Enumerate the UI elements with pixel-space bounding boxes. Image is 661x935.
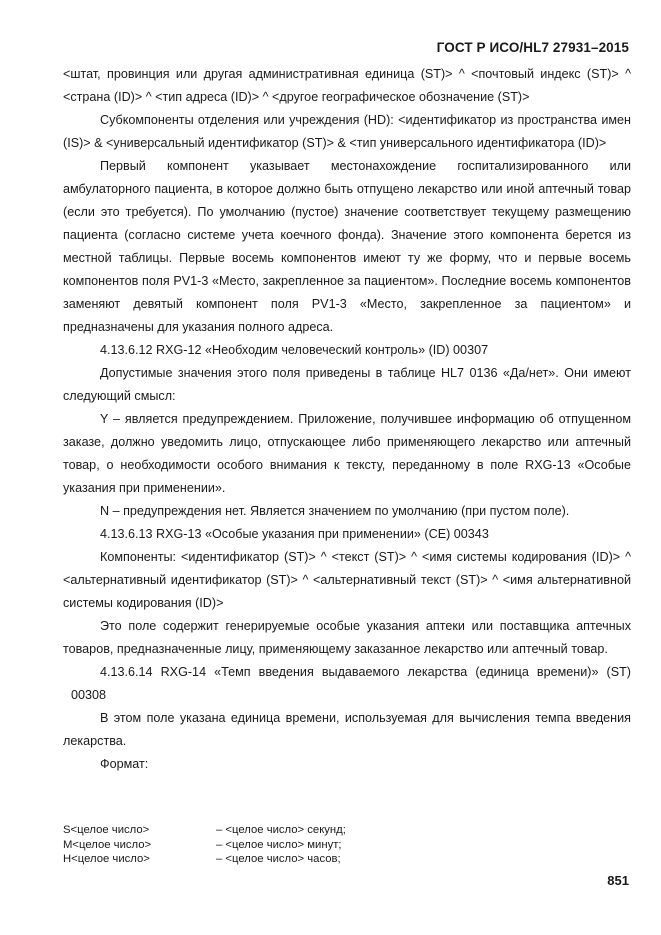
document-header: ГОСТ Р ИСО/HL7 27931–2015 <box>436 40 629 55</box>
format-row <box>63 823 346 838</box>
format-row <box>63 852 346 867</box>
format-meaning: – <целое число> часов; <box>216 853 341 865</box>
paragraph: Субкомпоненты отделения или учреждения (HD): <идентификатор из пространства имен (IS)> & <универсальный идентификатор (ST)> & <тип универсального идентификатора (ID)> <box>63 113 631 150</box>
section-heading: 4.13.6.12 RXG-12 «Необходим человеческий контроль» (ID) 00307 <box>100 343 489 357</box>
section-heading: 4.13.6.13 RXG-13 «Особые указания при применении» (CE) 00343 <box>100 527 489 541</box>
paragraph: Первый компонент указывает местонахождение госпитализированного или амбулаторного пациента, в которое должно быть отпущено лекарство или иной аптечный товар (если это требуется). По умолчанию (пустое) значение соответствует текущему размещению пациента (согласно системе учета коечного фонда). Значение этого компонента берется из местной таблицы. Первые восемь компонентов имеют ту же форму, что и первые восемь компонентов поля PV1-3 «Место, закрепленное за пациентом». Последние восемь компонентов заменяют девятый компонент поля PV1-3 «Место, закрепленное за пациентом» и предназначены для указания полного адреса. <box>63 159 631 334</box>
paragraph: В этом поле указана единица времени, используемая для вычисления темпа введения лекарства. <box>63 711 631 748</box>
paragraph: Компоненты: <идентификатор (ST)> ^ <текст (ST)> ^ <имя системы кодирования (ID)> ^ <альтернативный идентификатор (ST)> ^ <альтернативный текст (ST)> ^ <имя альтернативной системы кодирования (ID)> <box>63 550 631 610</box>
paragraph: Формат: <box>100 757 149 771</box>
format-code: H<целое число> <box>63 853 150 865</box>
format-meaning: – <целое число> секунд; <box>216 824 346 836</box>
format-code: M<целое число> <box>63 838 152 851</box>
paragraph: <штат, провинция или другая административная единица (ST)> ^ <почтовый индекс (ST)> ^ <страна (ID)> ^ <тип адреса (ID)> ^ <другое географическое обозначение (ST)> <box>63 67 631 104</box>
format-row <box>63 838 346 853</box>
document-body <box>63 63 631 776</box>
format-code: S<целое число> <box>63 824 150 836</box>
format-meaning: – <целое число> минут; <box>216 838 342 851</box>
paragraph: Это поле содержит генерируемые особые указания аптеки или поставщика аптечных товаров, предназначенные лицу, применяющему заказанное лекарство или аптечный товар. <box>63 619 631 656</box>
section-heading: 4.13.6.14 RXG-14 «Темп введения выдаваемого лекарства (единица времени)» (ST) 00308 <box>71 665 631 702</box>
paragraph: Допустимые значения этого поля приведены в таблице HL7 0136 «Да/нет». Они имеют следующий смысл: <box>63 366 631 403</box>
format-table <box>63 823 346 867</box>
paragraph: N – предупреждения нет. Является значением по умолчанию (при пустом поле). <box>100 504 570 518</box>
paragraph: Y – является предупреждением. Приложение, получившее информацию об отпущенном заказе, должно уведомить лицо, отпускающее либо применяющего лекарство или аптечный товар, о необходимости особого внимания к тексту, переданному в поле RXG-13 «Особые указания при применении». <box>63 412 631 495</box>
page-number: 851 <box>607 873 629 888</box>
